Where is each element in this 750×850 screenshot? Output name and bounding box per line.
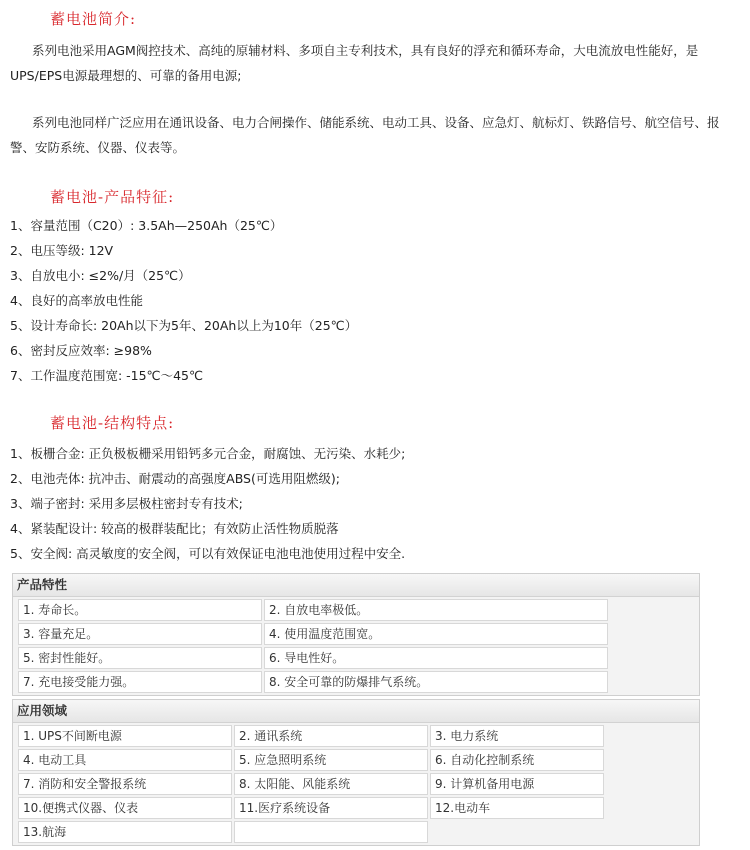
table-cell: 11.医疗系统设备 bbox=[234, 797, 428, 819]
list-item: 3、自放电小: ≤2%/月（25℃） bbox=[10, 268, 191, 283]
list-item: 6、密封反应效率: ≥98% bbox=[10, 343, 152, 358]
table-cell: 2. 自放电率极低。 bbox=[264, 599, 608, 621]
table-cell: 4. 电动工具 bbox=[18, 749, 232, 771]
table-cell: 10.便携式仪器、仪表 bbox=[18, 797, 232, 819]
table-cell: 6. 导电性好。 bbox=[264, 647, 608, 669]
list-item: 1、板栅合金: 正负极板栅采用铅钙多元合金，耐腐蚀、无污染、水耗少; bbox=[10, 446, 406, 461]
product-characteristics-header: 产品特性 bbox=[13, 574, 699, 597]
intro-title: 蓄电池简介: bbox=[50, 10, 137, 28]
table-cell: 7. 消防和安全警报系统 bbox=[18, 773, 232, 795]
table-cell: 1. 寿命长。 bbox=[18, 599, 262, 621]
table-cell: 6. 自动化控制系统 bbox=[430, 749, 604, 771]
list-item: 5、安全阀: 高灵敏度的安全阀，可以有效保证电池电池使用过程中安全. bbox=[10, 546, 406, 561]
list-item: 3、端子密封: 采用多层极柱密封专有技术; bbox=[10, 496, 243, 511]
table-cell: 8. 太阳能、风能系统 bbox=[234, 773, 428, 795]
list-item: 2、电压等级: 12V bbox=[10, 243, 114, 258]
applications-header: 应用领域 bbox=[13, 700, 699, 723]
table-cell: 1. UPS不间断电源 bbox=[18, 725, 232, 747]
table-cell bbox=[234, 821, 428, 843]
features-title: 蓄电池-产品特征: bbox=[50, 188, 175, 206]
table-cell: 4. 使用温度范围宽。 bbox=[264, 623, 608, 645]
table-cell: 7. 充电接受能力强。 bbox=[18, 671, 262, 693]
intro-paragraph-2: 系列电池同样广泛应用在通讯设备、电力合闸操作、储能系统、电动工具、设备、应急灯、航标灯、铁路信号、航空信号、报警、安防系统、仪器、仪表等。 bbox=[10, 115, 720, 155]
product-characteristics-panel bbox=[12, 573, 700, 696]
table-cell: 3. 容量充足。 bbox=[18, 623, 262, 645]
table-cell: 12.电动车 bbox=[430, 797, 604, 819]
list-item: 7、工作温度范围宽: -15℃～45℃ bbox=[10, 368, 204, 383]
list-item: 5、设计寿命长: 20Ah以下为5年、20Ah以上为10年（25℃） bbox=[10, 318, 358, 333]
structure-title: 蓄电池-结构特点: bbox=[50, 414, 175, 432]
structure-list bbox=[10, 441, 740, 566]
table-cell: 9. 计算机备用电源 bbox=[430, 773, 604, 795]
features-list bbox=[10, 213, 740, 388]
list-item: 1、容量范围（C20）: 3.5Ah—250Ah（25℃） bbox=[10, 218, 283, 233]
table-cell: 5. 应急照明系统 bbox=[234, 749, 428, 771]
table-cell: 3. 电力系统 bbox=[430, 725, 604, 747]
list-item: 2、电池壳体: 抗冲击、耐震动的高强度ABS(可选用阻燃级); bbox=[10, 471, 340, 486]
product-characteristics-grid bbox=[13, 597, 699, 695]
table-cell: 13.航海 bbox=[18, 821, 232, 843]
applications-panel bbox=[12, 699, 700, 846]
table-cell: 2. 通讯系统 bbox=[234, 725, 428, 747]
table-cell: 8. 安全可靠的防爆排气系统。 bbox=[264, 671, 608, 693]
applications-grid bbox=[13, 723, 699, 845]
table-cell: 5. 密封性能好。 bbox=[18, 647, 262, 669]
list-item: 4、紧装配设计: 较高的极群装配比；有效防止活性物质脱落 bbox=[10, 521, 339, 536]
list-item: 4、良好的高率放电性能 bbox=[10, 293, 143, 308]
intro-paragraph-1: 系列电池采用AGM阀控技术、高纯的原辅材料、多项自主专利技术，具有良好的浮充和循环寿命，大电流放电性能好，是UPS/EPS电源最理想的、可靠的备用电源; bbox=[10, 43, 699, 83]
